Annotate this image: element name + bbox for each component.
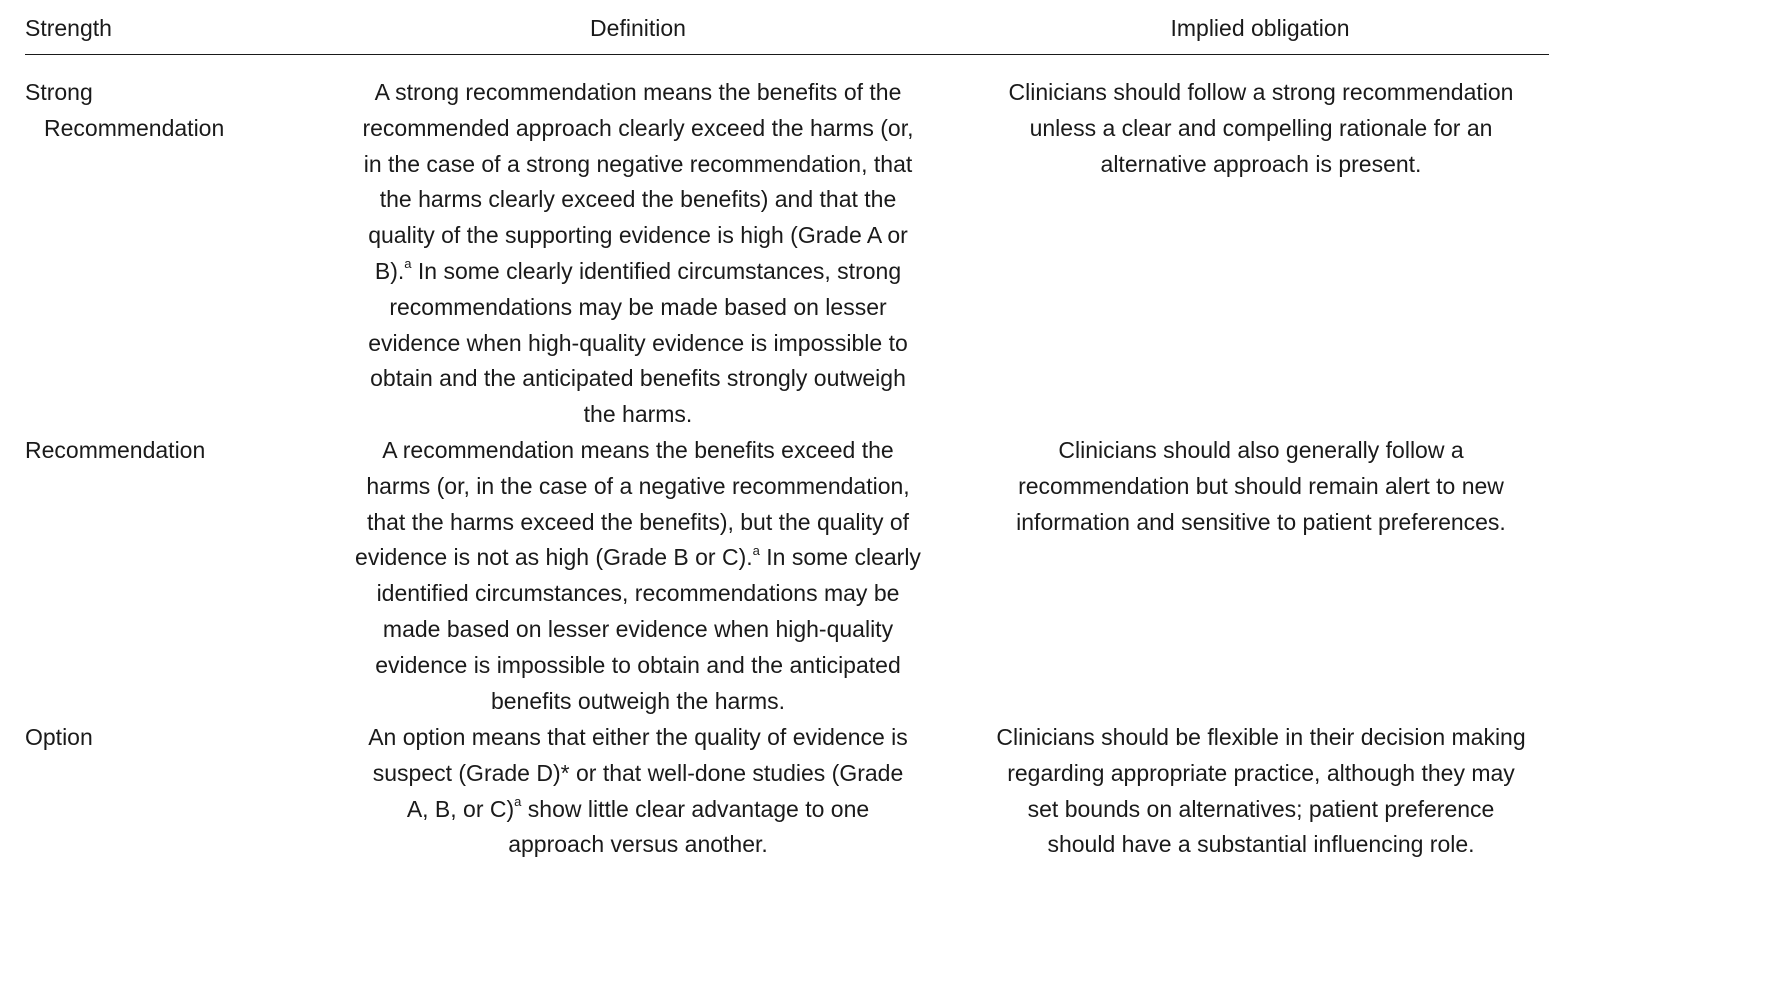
strength-cell: [25, 433, 325, 469]
definition-line: [328, 540, 948, 576]
obligation-line: alternative approach is present.: [1100, 150, 1422, 177]
definition-line: A recommendation means the benefits exceed the: [382, 437, 894, 463]
header-definition: Definition: [590, 15, 686, 41]
obligation-line: Clinicians should also generally follow a: [1058, 437, 1464, 463]
obligation-line: information and sensitive to patient preferences.: [1016, 508, 1506, 535]
obligation-line: Clinicians should follow a strong recommendation: [1008, 79, 1514, 105]
definition-text: B).: [374, 257, 405, 284]
definition-text: show little clear advantage to one: [521, 795, 870, 822]
definition-line: recommendations may be made based on lesser: [389, 293, 887, 320]
definition-line: harms (or, in the case of a negative recommendation,: [366, 472, 910, 499]
definition-line: [328, 792, 948, 828]
definition-line: benefits outweigh the harms.: [490, 687, 786, 714]
definition-line: quality of the supporting evidence is high (Grade A or: [368, 222, 908, 249]
definition-line: recommended approach clearly exceed the harms (or,: [362, 114, 914, 141]
obligation-cell: [971, 433, 1551, 540]
definition-line: evidence is impossible to obtain and the anticipated: [375, 651, 901, 678]
definition-line: that the harms exceed the benefits), but the quality of: [366, 508, 910, 535]
obligation-line: set bounds on alternatives; patient preference: [1027, 795, 1495, 822]
definition-line: the harms clearly exceed the benefits) and that the: [379, 186, 897, 213]
definition-line: A strong recommendation means the benefits of the: [374, 79, 902, 105]
obligation-line: unless a clear and compelling rationale for an: [1029, 114, 1493, 141]
definition-line: made based on lesser evidence when high-quality: [382, 615, 894, 642]
footnote-marker: a: [752, 542, 760, 558]
strength-label: Strong: [25, 79, 93, 105]
footnote-marker: a: [404, 256, 412, 272]
footnote-marker: a: [514, 793, 522, 809]
strength-cell: [25, 75, 325, 147]
obligation-line: regarding appropriate practice, although they may: [1007, 759, 1515, 786]
strength-label: Recommendation: [44, 114, 225, 141]
definition-text: A, B, or C): [406, 795, 515, 822]
definition-line: obtain and the anticipated benefits strongly outweigh: [370, 365, 906, 392]
definition-line: in the case of a strong negative recommendation, that: [363, 150, 913, 177]
obligation-cell: [971, 75, 1551, 182]
obligation-cell: [971, 720, 1551, 863]
definition-line: suspect (Grade D)* or that well-done studies (Grade: [372, 759, 904, 786]
obligation-line: recommendation but should remain alert to new: [1018, 472, 1504, 499]
obligation-line: Clinicians should be flexible in their decision making: [996, 724, 1526, 750]
definition-text: In some clearly: [759, 544, 921, 571]
definition-cell: [328, 75, 948, 433]
definition-line: the harms.: [583, 401, 693, 428]
definition-line: An option means that either the quality of evidence is: [368, 724, 908, 750]
definition-text: evidence is not as high (Grade B or C).: [355, 544, 753, 571]
definition-cell: [328, 433, 948, 719]
table-header: [25, 0, 1549, 55]
definition-text: In some clearly identified circumstances, strong: [411, 257, 902, 284]
definition-line: approach versus another.: [508, 831, 768, 858]
definition-line: identified circumstances, recommendations may be: [376, 580, 900, 607]
recommendation-strength-table: [25, 0, 1549, 858]
strength-label: Option: [25, 724, 93, 750]
header-implied-obligation: Implied obligation: [1170, 15, 1350, 41]
strength-cell: [25, 720, 325, 756]
definition-line: [328, 254, 948, 290]
obligation-line: should have a substantial influencing role.: [1047, 831, 1475, 858]
header-strength: Strength: [25, 15, 112, 41]
definition-cell: [328, 720, 948, 863]
strength-label: Recommendation: [25, 437, 206, 463]
definition-line: evidence when high-quality evidence is impossible to: [368, 329, 908, 356]
